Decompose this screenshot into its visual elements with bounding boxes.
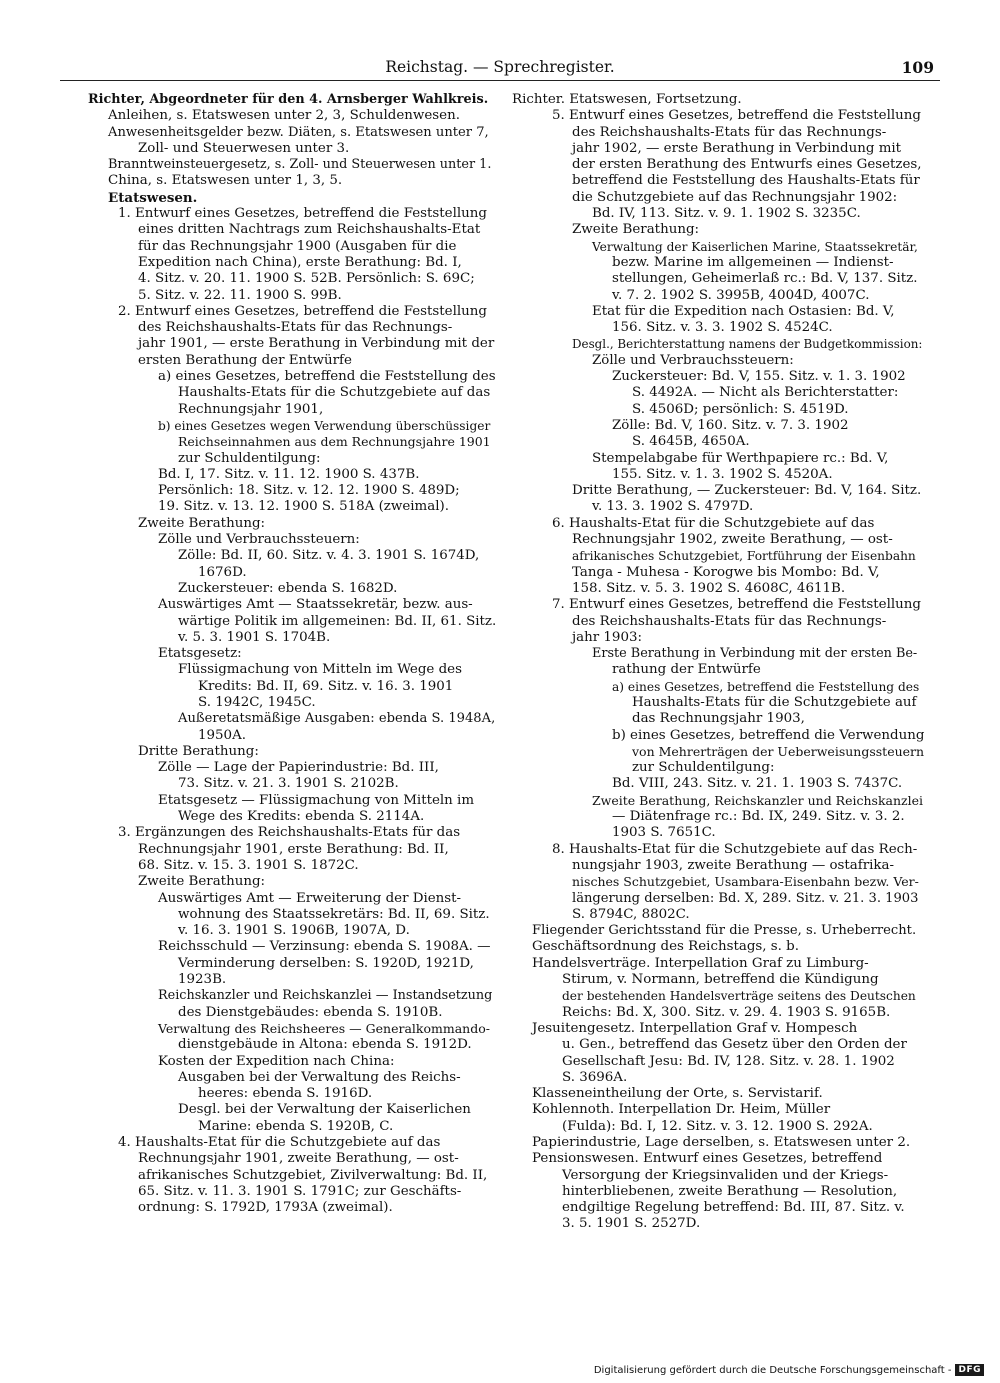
right-column-line: Geschäftsordnung des Reichstags, s. b. (532, 939, 799, 955)
right-column-line: u. Gen., betreffend das Gesetz über den Orden der (562, 1037, 907, 1053)
right-column-line: Papierindustrie, Lage derselben, s. Etatswesen unter 2. (532, 1135, 911, 1150)
right-column-line: S. 3696A. (562, 1069, 628, 1085)
right-column-line: 158. Sitz. v. 5. 3. 1902 S. 4608C, 4611B. (572, 580, 846, 596)
left-column-line: Kosten der Expedition nach China: (158, 1053, 395, 1069)
right-column-line: des Reichshaushalts-Etats für das Rechnungs- (572, 613, 887, 629)
footer (594, 1364, 984, 1376)
left-column-line: v. 16. 3. 1901 S. 1906B, 1907A, D. (178, 923, 410, 939)
left-column-line: 1676D. (198, 564, 247, 580)
right-column-line: 6. Haushalts-Etat für die Schutzgebiete auf das (552, 515, 875, 531)
right-column-line: Reichs: Bd. X, 300. Sitz. v. 29. 4. 1903 S. 9165B. (562, 1004, 891, 1020)
left-column-line: Rechnungsjahr 1901, (178, 401, 324, 417)
right-column-line: afrikanisches Schutzgebiet, Fortführung der Eisenbahn (572, 549, 916, 564)
right-column-line: jahr 1903: (572, 629, 643, 645)
right-column-line: nisches Schutzgebiet, Usambara-Eisenbahn bezw. Ver- (572, 874, 919, 890)
left-column-line: Dritte Berathung: (138, 743, 259, 759)
right-column-line: S. 8794C, 8802C. (572, 906, 690, 922)
left-column-line: a) eines Gesetzes, betreffend die Feststellung des (158, 369, 496, 385)
right-column-line: zur Schuldentilgung: (632, 760, 775, 776)
left-column-line: Zölle — Lage der Papierindustrie: Bd. III, (158, 760, 439, 776)
right-column-line: 5. Entwurf eines Gesetzes, betreffend die Feststellung (552, 108, 921, 124)
left-column-line: 2. Entwurf eines Gesetzes, betreffend die Feststellung (118, 303, 487, 319)
left-column-line: 1. Entwurf eines Gesetzes, betreffend die Feststellung (118, 206, 487, 222)
right-column-line: Dritte Berathung, — Zuckersteuer: Bd. V, 164. Sitz. (572, 483, 922, 499)
left-column-line: v. 5. 3. 1901 S. 1704B. (178, 629, 331, 645)
right-column-line: 156. Sitz. v. 3. 3. 1902 S. 4524C. (612, 320, 833, 336)
left-column-line: 73. Sitz. v. 21. 3. 1901 S. 2102B. (178, 776, 399, 792)
left-column-line: zur Schuldentilgung: (178, 450, 321, 466)
left-column-line: Desgl. bei der Verwaltung der Kaiserlichen (178, 1102, 471, 1118)
right-column-line: Bd. IV, 113. Sitz. v. 9. 1. 1902 S. 3235C. (592, 206, 861, 222)
left-column-line: 1950A. (198, 727, 247, 743)
left-column-line: wohnung des Staatssekretärs: Bd. II, 69. Sitz. (178, 906, 490, 922)
right-column-line: Klasseneintheilung der Orte, s. Servistarif. (532, 1086, 823, 1102)
right-column-line: Fliegender Gerichtsstand für die Presse, s. Urheberrecht. (532, 923, 917, 939)
right-column-line: v. 13. 3. 1902 S. 4797D. (592, 499, 754, 515)
right-column-line: b) eines Gesetzes, betreffend die Verwendung (612, 727, 924, 743)
left-column-line: Etatswesen. (108, 189, 198, 206)
left-column-line: Zweite Berathung: (138, 874, 266, 890)
page-header (60, 56, 940, 82)
right-column-line: von Mehrerträgen der Ueberweisungssteuern (632, 743, 924, 759)
left-column-line: ersten Berathung der Entwürfe (138, 352, 352, 368)
right-column-line: Bd. VIII, 243. Sitz. v. 21. 1. 1903 S. 7437C. (612, 776, 903, 792)
right-column-line: S. 4645B, 4650A. (632, 434, 750, 450)
left-column-line: Kredits: Bd. II, 69. Sitz. v. 16. 3. 1901 (198, 678, 454, 694)
right-column-line: Rechnungsjahr 1902, zweite Berathung, — ost- (572, 532, 893, 548)
right-column-line: Handelsverträge. Interpellation Graf zu Limburg- (532, 955, 869, 971)
left-column-line: 68. Sitz. v. 15. 3. 1901 S. 1872C. (138, 857, 359, 873)
running-title: Reichstag. — Sprechregister. (385, 58, 615, 76)
left-column-line: afrikanisches Schutzgebiet, Zivilverwaltung: Bd. II, (138, 1167, 488, 1183)
left-column-line: Auswärtiges Amt — Erweiterung der Dienst- (158, 890, 462, 906)
left-column-line: b) eines Gesetzes wegen Verwendung überschüssiger (158, 418, 491, 433)
right-column-line: Zölle: Bd. V, 160. Sitz. v. 7. 3. 1902 (612, 417, 849, 433)
left-column-line: Zoll- und Steuerwesen unter 3. (138, 140, 350, 156)
right-column-line: betreffend die Feststellung des Haushalts-Etats für (572, 173, 920, 189)
left-column-line: für das Rechnungsjahr 1900 (Ausgaben für die (138, 238, 457, 254)
right-column-line: Etat für die Expedition nach Ostasien: Bd. V, (592, 303, 895, 319)
right-column-line: Zölle und Verbrauchssteuern: (592, 352, 794, 368)
left-column-line: Etatsgesetz — Flüssigmachung von Mitteln im (158, 792, 475, 808)
left-column-line: 1923B. (178, 972, 227, 988)
footer-credit: Digitalisierung gefördert durch die Deutsche Forschungsgemeinschaft - (593, 1364, 952, 1376)
left-column-line: Etatsgesetz: (158, 646, 242, 662)
left-column-line: S. 1942C, 1945C. (198, 694, 316, 710)
right-column-line: Pensionswesen. Entwurf eines Gesetzes, betreffend (532, 1151, 883, 1167)
right-column-line: endgiltige Regelung betreffend: Bd. III, 87. Sitz. v. (562, 1200, 905, 1216)
right-column-line: S. 4492A. — Nicht als Berichterstatter: (632, 385, 899, 401)
left-column-line: heeres: ebenda S. 1916D. (198, 1086, 373, 1102)
left-column-line: dienstgebäude in Altona: ebenda S. 1912D. (178, 1037, 472, 1053)
right-column-line: Zuckersteuer: Bd. V, 155. Sitz. v. 1. 3. 1902 (612, 369, 906, 385)
right-column-line: rathung der Entwürfe (612, 662, 761, 678)
left-column-line: Ausgaben bei der Verwaltung des Reichs- (178, 1069, 461, 1085)
right-column-line: der ersten Berathung des Entwurfs eines Gesetzes, (572, 157, 922, 173)
left-column-line: Verwaltung des Reichsheeres — Generalkommando- (158, 1020, 490, 1036)
right-column-line: das Rechnungsjahr 1903, (632, 711, 805, 727)
left-column-line: Expedition nach China), erste Berathung: Bd. I, (138, 254, 462, 270)
right-column-line: Zweite Berathung: (572, 222, 700, 238)
right-column-line: längerung derselben: Bd. X, 289. Sitz. v. 21. 3. 1903 (572, 890, 919, 906)
right-column-line: 7. Entwurf eines Gesetzes, betreffend die Feststellung (552, 597, 921, 613)
left-column-line: Verminderung derselben: S. 1920D, 1921D, (178, 955, 474, 971)
right-column-line: (Fulda): Bd. I, 12. Sitz. v. 3. 12. 1900 S. 292A. (562, 1118, 873, 1134)
right-column-line: der bestehenden Handelsverträge seitens des Deutschen (562, 989, 916, 1004)
right-column-line: die Schutzgebiete auf das Rechnungsjahr 1902: (572, 189, 898, 205)
right-column-line: Haushalts-Etats für die Schutzgebiete auf (632, 694, 917, 710)
right-column-line: Tanga - Muhesa - Korogwe bis Mombo: Bd. V, (572, 564, 880, 580)
page-number: 109 (901, 58, 934, 77)
right-column-line: bezw. Marine im allgemeinen — Indienst- (612, 254, 894, 270)
left-column-line: des Dienstgebäudes: ebenda S. 1910B. (178, 1004, 443, 1020)
right-column-line: nungsjahr 1903, zweite Berathung — ostafrika- (572, 857, 895, 873)
right-column-line: a) eines Gesetzes, betreffend die Feststellung des (612, 679, 920, 694)
right-column-line: Versorgung der Kriegsinvaliden und der Kriegs- (562, 1167, 889, 1183)
right-column-line: jahr 1902, — erste Berathung in Verbindung mit (572, 140, 902, 156)
right-column-line: stellungen, Geheimerlaß rc.: Bd. V, 137. Sitz. (612, 271, 918, 287)
left-column-line: 5. Sitz. v. 22. 11. 1900 S. 99B. (138, 287, 342, 303)
right-column-line: Richter. Etatswesen, Fortsetzung. (512, 92, 742, 107)
left-column (88, 92, 496, 1216)
left-column-line: 4. Haushalts-Etat für die Schutzgebiete auf das (118, 1135, 441, 1150)
left-column-line: Reichseinnahmen aus dem Rechnungsjahre 1901 (178, 434, 491, 450)
left-column-line: Reichskanzler und Reichskanzlei — Instandsetzung (158, 988, 493, 1004)
right-column-line: Desgl., Berichterstattung namens der Budgetkommission: (572, 337, 923, 352)
left-column-line: 65. Sitz. v. 11. 3. 1901 S. 1791C; zur Geschäfts- (138, 1183, 462, 1199)
left-column-line: 3. Ergänzungen des Reichshaushalts-Etats für das (118, 825, 461, 841)
left-column-line: wärtige Politik im allgemeinen: Bd. II, 61. Sitz. (178, 613, 496, 629)
left-column-line: Branntweinsteuergesetz, s. Zoll- und Steuerwesen unter 1. (108, 157, 492, 173)
left-column-line: Anleihen, s. Etatswesen unter 2, 3, Schuldenwesen. (108, 108, 460, 124)
left-column-line: Haushalts-Etats für die Schutzgebiete auf das (178, 385, 491, 401)
right-column-line: Kohlennoth. Interpellation Dr. Heim, Müller (532, 1102, 831, 1118)
left-column-line: Außeretatsmäßige Ausgaben: ebenda S. 1948A, (178, 711, 496, 727)
left-column-line: Zweite Berathung: (138, 515, 266, 531)
left-column-line: Zölle: Bd. II, 60. Sitz. v. 4. 3. 1901 S. 1674D, (178, 548, 480, 564)
right-column-line: Jesuitengesetz. Interpellation Graf v. Hompesch (532, 1020, 858, 1036)
right-column-line: Erste Berathung in Verbindung mit der ersten Be- (592, 646, 918, 662)
left-column-line: Wege des Kredits: ebenda S. 2114A. (178, 809, 425, 825)
left-column-line: des Reichshaushalts-Etats für das Rechnungs- (138, 320, 453, 336)
right-column (512, 92, 924, 1233)
left-column-line: Bd. I, 17. Sitz. v. 11. 12. 1900 S. 437B. (158, 466, 420, 482)
left-column-line: China, s. Etatswesen unter 1, 3, 5. (108, 173, 343, 189)
left-column-line: jahr 1901, — erste Berathung in Verbindung mit der (138, 336, 495, 352)
right-column-line: — Diätenfrage rc.: Bd. IX, 249. Sitz. v. 3. 2. (612, 809, 905, 825)
right-column-line: v. 7. 2. 1902 S. 3995B, 4004D, 4007C. (612, 287, 870, 303)
right-column-line: 8. Haushalts-Etat für die Schutzgebiete auf das Rech- (552, 841, 918, 857)
left-column-line: Flüssigmachung von Mitteln im Wege des (178, 662, 462, 678)
right-column-line: S. 4506D; persönlich: S. 4519D. (632, 401, 849, 417)
left-column-line: Persönlich: 18. Sitz. v. 12. 12. 1900 S. 489D; (158, 483, 460, 499)
left-column-line: Auswärtiges Amt — Staatssekretär, bezw. aus- (158, 597, 473, 613)
right-column-line: 155. Sitz. v. 1. 3. 1902 S. 4520A. (612, 466, 833, 482)
left-column-line: ordnung: S. 1792D, 1793A (zweimal). (138, 1200, 393, 1216)
right-column-line: 3. 5. 1901 S. 2527D. (562, 1216, 701, 1232)
left-column-line: Richter, Abgeordneter für den 4. Arnsberger Wahlkreis. (88, 92, 489, 107)
dfg-logo: DFG (955, 1364, 984, 1376)
left-column-line: Rechnungsjahr 1901, erste Berathung: Bd. II, (138, 841, 449, 857)
left-column-line: Zölle und Verbrauchssteuern: (158, 532, 360, 548)
right-column-line: Gesellschaft Jesu: Bd. IV, 128. Sitz. v. 28. 1. 1902 (562, 1053, 895, 1069)
right-column-line: hinterbliebenen, zweite Berathung — Resolution, (562, 1183, 898, 1199)
left-column-line: 19. Sitz. v. 13. 12. 1900 S. 518A (zweimal). (158, 499, 449, 515)
right-column-line: des Reichshaushalts-Etats für das Rechnungs- (572, 124, 887, 140)
left-column-line: Rechnungsjahr 1901, zweite Berathung, — ost- (138, 1151, 459, 1167)
left-column-line: Anwesenheitsgelder bezw. Diäten, s. Etatswesen unter 7, (108, 124, 489, 140)
right-column-line: 1903 S. 7651C. (612, 825, 716, 841)
left-column-line: Zuckersteuer: ebenda S. 1682D. (178, 580, 398, 596)
left-column-line: eines dritten Nachtrags zum Reichshaushalts-Etat (138, 222, 481, 238)
right-column-line: Stempelabgabe für Werthpapiere rc.: Bd. V, (592, 450, 889, 466)
right-column-line: Stirum, v. Normann, betreffend die Kündigung (562, 972, 879, 988)
left-column-line: Marine: ebenda S. 1920B, C. (198, 1118, 394, 1134)
right-column-line: Zweite Berathung, Reichskanzler und Reichskanzlei (592, 792, 923, 808)
right-column-line: Verwaltung der Kaiserlichen Marine, Staatssekretär, (592, 239, 918, 254)
header-rule (60, 80, 940, 81)
left-column-line: 4. Sitz. v. 20. 11. 1900 S. 52B. Persönlich: S. 69C; (138, 271, 475, 287)
left-column-line: Reichsschuld — Verzinsung: ebenda S. 1908A. — (158, 939, 491, 955)
